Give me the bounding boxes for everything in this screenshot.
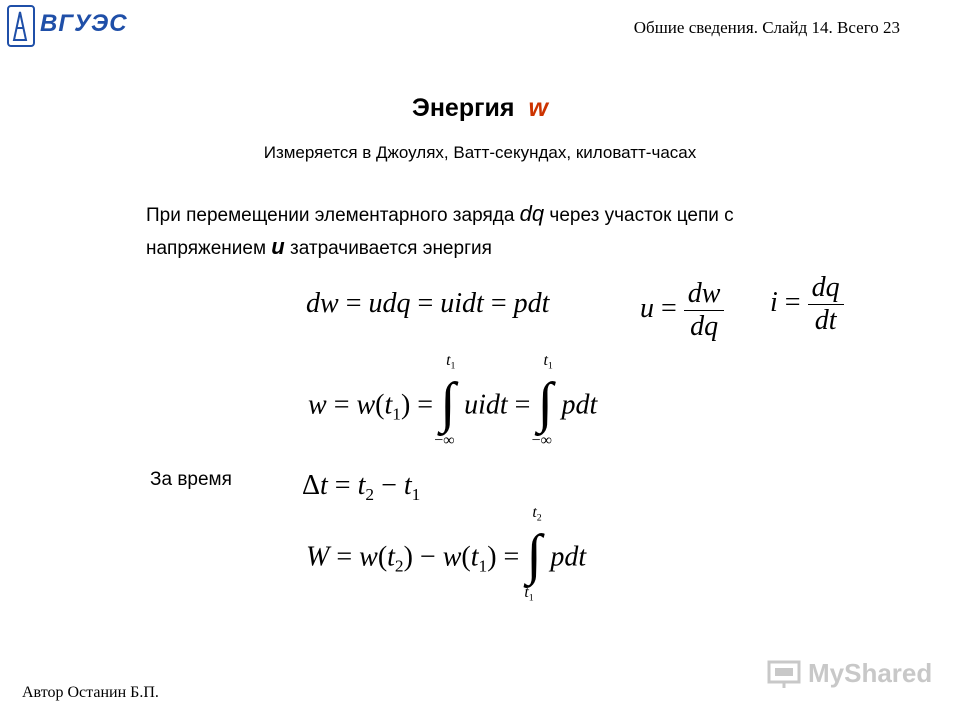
- para-part3: затрачивается энергия: [284, 238, 492, 259]
- equation-current: i = $\frac{dq}{dt}$: [770, 272, 844, 337]
- time-interval-label: За время: [150, 469, 232, 490]
- para-part2: через участок цепи с напряжением: [146, 205, 734, 259]
- para-var-u: u: [271, 234, 285, 259]
- slide-subtitle: Измеряется в Джоулях, Ватт-секундах, киловатт-часах: [263, 143, 697, 162]
- description-paragraph: [146, 198, 846, 264]
- equation-total-energy: $W = w(t_2) - w(t_1)$ = ∫ $t_2$ $t_1$ pdt: [306, 504, 587, 604]
- title-text: Энергия: [412, 94, 515, 122]
- author-footer: Автор Останин Б.П.: [22, 684, 159, 701]
- slide-info: Обшие сведения. Слайд 14. Всего 23: [633, 18, 900, 37]
- equation-energy-differential: dw = udq = uidt = pdt: [306, 288, 550, 319]
- para-part1: При перемещении элементарного заряда: [146, 205, 520, 226]
- presentation-icon: [766, 656, 806, 690]
- logo-text: ВГУЭС: [40, 10, 128, 37]
- equation-voltage: u = $\frac{dw}{dq}$: [640, 278, 724, 343]
- title-symbol: w: [528, 94, 548, 122]
- equation-delta-t: $\Delta t = t_2 - t_1$: [302, 470, 421, 505]
- watermark-text: MyShared: [808, 658, 933, 688]
- vguies-logo: [6, 4, 126, 55]
- equation-energy-integral: $w = w(t_1)$ = ∫ $t_1$ −∞ uidt = ∫ $t_1$ −∞ pdt: [308, 352, 598, 449]
- slide-title: [0, 94, 960, 123]
- myshared-watermark: [766, 656, 933, 695]
- para-var-dq: dq: [519, 201, 545, 226]
